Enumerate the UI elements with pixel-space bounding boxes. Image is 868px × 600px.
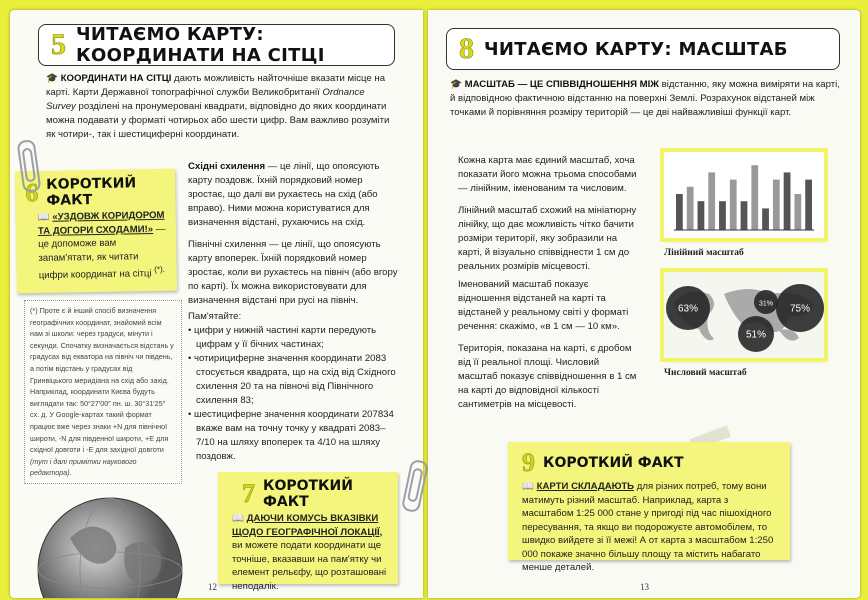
bar (784, 172, 791, 230)
bar (751, 165, 758, 230)
paragraph-2: Лінійний масштаб схожий на мініатюрну лінійку, що дає можливість чітко бачити розміри території, яку зобразили на карті, й візуально співвіднести 1 см до реальних розмірів місцевості. (458, 205, 637, 272)
book-icon: 📖 (37, 211, 50, 224)
page-number: 13 (640, 582, 649, 592)
remember-block (188, 310, 398, 464)
bar (719, 201, 726, 230)
mortarboard-icon: 🎓 (450, 79, 462, 90)
eastings-paragraph: Східні схилення — це лінії, що опоясують карту поздовж. Їхній порядковий номер зростає, що далі ви рухаєтесь на схід (або вправо). Ними можна користуватися для визначення відстані, рухаючись на схід. (188, 161, 380, 228)
intro-paragraph: 🎓 КООРДИНАТИ НА СІТЦІ дають можливість найточніше вказати місце на карті. Карти Державної топографічної служби Великобританії Ordnance Survey розділені на пронумеровані квадрати, відповідно до яких координати можна подавати у форматі чотирьох або шести цифр. Вам важливо розуміти як чотири-, так і шестициферні координати. (46, 73, 390, 140)
paragraph-4: Територія, показана на карті, є дробом від її реальної площі. Числовий масштаб показує співвідношення в 1 см на карті до відповідної кількості сантиметрів на місцевості. (458, 343, 637, 410)
section-title: ЧИТАЄМО КАРТУ: КООРДИНАТИ НА СІТЦІ (76, 24, 325, 66)
section-number: 8 (459, 32, 474, 65)
bar (773, 180, 780, 230)
fact-number: 6 (25, 178, 39, 208)
linear-scale-caption: Лінійний масштаб (664, 248, 744, 258)
bar (730, 180, 737, 230)
remember-title: Пам'ятайте: (188, 311, 242, 322)
short-fact-6: 6 КОРОТКИЙ ФАКТ 📖 «УЗДОВЖ КОРИДОРОМ ТА ДОГОРИ СХОДАМИ!» — це допоможе вам запам'ятати, як читати цифри координат на сітці (*). (15, 169, 177, 294)
bubble-label: 75% (789, 303, 811, 315)
bar (698, 201, 705, 230)
section-number: 5 (51, 28, 66, 61)
intro-paragraph: 🎓 МАСШТАБ — ЦЕ СПІВВІДНОШЕННЯ МІЖ відстанню, яку можна виміряти на карті, й відповідною фактичною відстанню на поверхні Землі. Розрахунок відстаней між точками й порівняння розміру територій — це дві найважливіші функції карт. (450, 79, 840, 118)
mortarboard-icon: 🎓 (46, 73, 58, 84)
page-number: 12 (208, 582, 217, 592)
intro-bold: КООРДИНАТИ НА СІТЦІ (60, 73, 172, 84)
bar-chart (664, 152, 824, 238)
bar (741, 201, 748, 230)
numeric-scale-caption: Числовий масштаб (664, 368, 747, 378)
fact-title: КОРОТКИЙ ФАКТ (263, 478, 353, 510)
bar (708, 172, 715, 230)
bar (805, 180, 812, 230)
book-icon: 📖 (522, 481, 534, 492)
paragraph-3: Іменований масштаб показує відношення відстаней на карті та відстаней у реальному світі у форматі речення: скажімо, «в 1 см — 10 км». (458, 279, 629, 332)
numeric-scale-chart (664, 272, 824, 358)
bar (687, 187, 694, 230)
remember-item: • шестициферне значення координати 207834 вкаже вам на точну точку у квадраті 2083–7/10 на шляху впоперек та 4/10 на шляху поздовж. (188, 409, 394, 462)
bar (676, 194, 683, 230)
bubble-label: 51% (745, 329, 767, 341)
bubble-map (664, 272, 824, 358)
section-title: ЧИТАЄМО КАРТУ: МАСШТАБ (484, 38, 788, 60)
bubble-label: 31% (758, 300, 774, 308)
fact-title: КОРОТКИЙ ФАКТ (543, 455, 684, 471)
short-fact-7: 7 КОРОТКИЙ ФАКТ 📖 ДАЮЧИ КОМУСЬ ВКАЗІВКИ ЩОДО ГЕОГРАФІЧНОЇ ЛОКАЦІЇ, ви можете подати координати ще точніше, вказавши на пам'ятку чи елемент рельєфу, що розташовані неподалік. (218, 472, 398, 584)
bubble-label: 63% (677, 303, 699, 315)
remember-list (188, 324, 398, 464)
northings-paragraph: Північні схилення — це лінії, що опоясують карту впоперек. Їхній порядковий номер зростає, коли ви рухаєтесь на північ (або вгору по карті). Їх можна використовувати для визначення відстані при русі на північ. (188, 239, 398, 306)
short-fact-9: 9 КОРОТКИЙ ФАКТ 📖 КАРТИ СКЛАДАЮТЬ для різних потреб, тому вони матимуть різний масштаб. Наприклад, карта з масштабом 1:25 000 стане у пригоді під час пішохідного пересування, та якщо ви подорожуєте автомобілем, то швидко вийдете зі її межі! А от карта з масштабом 1:250 000 покаже значно більшу площу та містить набагато менше деталей. (508, 442, 790, 560)
right-page (428, 10, 860, 598)
book-icon: 📖 (232, 513, 244, 524)
section-8-header (446, 28, 840, 70)
fact-number: 9 (522, 448, 535, 477)
bar (794, 194, 801, 230)
fact-title: КОРОТКИЙ ФАКТ (46, 175, 137, 209)
linear-scale-chart (664, 152, 824, 238)
section-5-header (38, 24, 395, 66)
remember-item: • цифри у нижній частині карти передують цифрам у її бічних частинах; (188, 325, 377, 350)
sidebar-note: (*) Проте є й інший спосіб визначення географічних координат, знайомий всім нам зі школи: через градуси, мінути і секунди. Спочатку визначається відстань у градусах від екватора на північ чи південь, а потім відстань у градусах від Гринвіцького меридіана на схід або захід. Наприклад, координати Києва будуть виглядати так: 50°27′00″ пн. ш. 30°31′25″ сх. д. У Google-картах такий формат працює вже через знаки +N для північної широти, -N для південної широти, +E для східної довготи і -E для західної довготи (тут і далі примітки наукового редактора). (24, 300, 182, 484)
bar (762, 208, 769, 230)
globe-icon (30, 488, 190, 598)
remember-item: • чотирициферне значення координати 2083 стосується квадрата, що на схід від Східного схилення 20 та на півночі від Північного схилення 83; (188, 353, 396, 406)
paragraph-1: Кожна карта має єдиний масштаб, хоча показати його можна трьома способами — лінійним, іменованим та числовим. (458, 155, 637, 194)
fact-number: 7 (242, 479, 255, 508)
left-page (10, 10, 423, 598)
paperclip-icon (401, 459, 429, 514)
